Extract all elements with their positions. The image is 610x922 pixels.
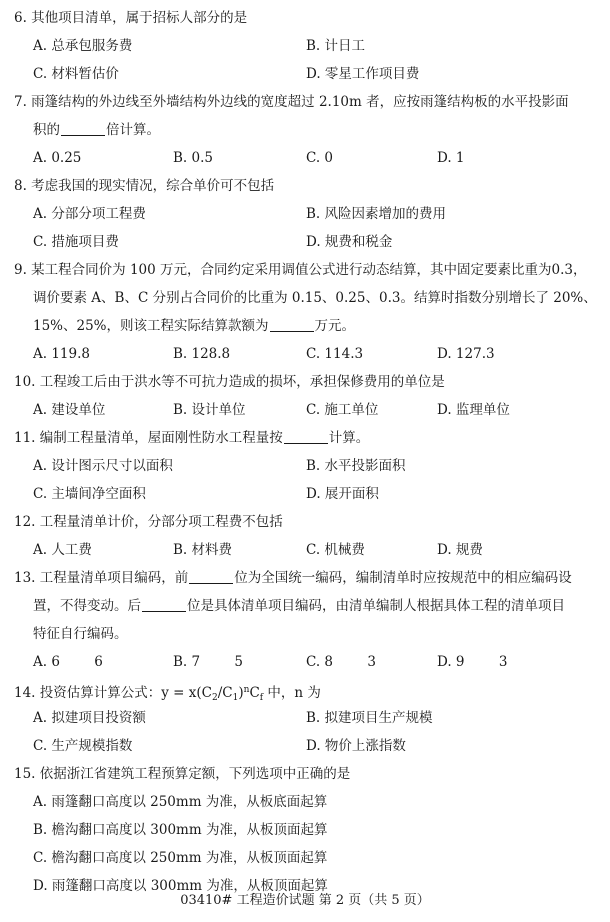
subscript-f: f bbox=[259, 693, 264, 703]
question-9-option-c: C. 114.3 bbox=[306, 346, 364, 362]
question-6-option-d: D. 零星工作项目费 bbox=[306, 66, 420, 82]
question-11-option-b: B. 水平投影面积 bbox=[306, 458, 406, 474]
question-8-option-c: C. 措施项目费 bbox=[33, 234, 119, 250]
question-11-stem bbox=[14, 429, 369, 447]
subscript-2: 2 bbox=[212, 693, 218, 703]
question-7-stem-line1: 7. 雨篷结构的外边线至外墙结构外边线的宽度超过 2.10m 者，应按雨篷结构板的水平投影面 bbox=[14, 94, 569, 110]
question-9-stem-part-b: 万元。 bbox=[314, 318, 356, 334]
question-7-option-a: A. 0.25 bbox=[33, 150, 82, 166]
answer-blank bbox=[61, 121, 105, 136]
question-15-option-b: B. 檐沟翻口高度以 300mm 为准，从板顶面起算 bbox=[33, 822, 328, 838]
question-9-option-a: A. 119.8 bbox=[33, 346, 90, 362]
question-13-stem-part-b: 位为全国统一编码，编制清单时应按规范中的相应编码设 bbox=[234, 570, 572, 586]
question-12-option-c: C. 机械费 bbox=[306, 542, 365, 558]
question-8-stem: 8. 考虑我国的现实情况，综合单价可不包括 bbox=[14, 178, 275, 194]
question-15-option-c: C. 檐沟翻口高度以 250mm 为准，从板顶面起算 bbox=[33, 850, 328, 866]
question-10-stem: 10. 工程竣工后由于洪水等不可抗力造成的损坏，承担保修费用的单位是 bbox=[14, 374, 445, 390]
question-6-option-a: A. 总承包服务费 bbox=[33, 38, 133, 54]
question-14-option-c: C. 生产规模指数 bbox=[33, 738, 133, 754]
question-13-stem-line1 bbox=[14, 569, 572, 587]
answer-blank bbox=[189, 569, 233, 584]
question-9-stem-line2: 调价要素 A、B、C 分别占合同价的比重为 0.15、0.25、0.3。结算时指数分别增长了 20%、 bbox=[33, 290, 597, 306]
question-10-option-a: A. 建设单位 bbox=[33, 402, 106, 418]
question-12-option-b: B. 材料费 bbox=[173, 542, 233, 558]
question-7-stem-part-b: 倍计算。 bbox=[106, 122, 160, 138]
question-7-stem-line2 bbox=[33, 121, 160, 139]
question-15-option-a: A. 雨篷翻口高度以 250mm 为准，从板底面起算 bbox=[33, 794, 328, 810]
question-13-option-c: C. 8 3 bbox=[306, 654, 376, 670]
question-9-option-b: B. 128.8 bbox=[173, 346, 231, 362]
question-13-option-b: B. 7 5 bbox=[173, 654, 244, 670]
question-9-stem-part-a: 15%、25%，则该工程实际结算款额为 bbox=[33, 318, 269, 334]
question-13-stem-part-d: 位是具体清单项目编码，由清单编制人根据具体工程的清单项目 bbox=[187, 598, 565, 614]
question-12-option-a: A. 人工费 bbox=[33, 542, 92, 558]
question-14-stem-part-d: C bbox=[249, 685, 260, 701]
question-13-stem-part-c: 置，不得变动。后 bbox=[33, 598, 141, 614]
question-13-stem-line2 bbox=[33, 597, 565, 615]
question-14-stem bbox=[14, 681, 321, 707]
question-11-option-a: A. 设计图示尺寸以面积 bbox=[33, 458, 173, 474]
question-10-option-d: D. 监理单位 bbox=[437, 402, 510, 418]
question-11-stem-part-b: 计算。 bbox=[328, 430, 370, 446]
question-9-stem-line3 bbox=[33, 317, 355, 335]
answer-blank bbox=[270, 317, 314, 332]
question-15-stem: 15. 依据浙江省建筑工程预算定额，下列选项中正确的是 bbox=[14, 766, 351, 782]
question-13-stem-line3: 特征自行编码。 bbox=[33, 626, 128, 642]
question-7-option-c: C. 0 bbox=[306, 150, 334, 166]
answer-blank bbox=[284, 429, 328, 444]
question-13-stem-part-a: 13. 工程量清单项目编码，前 bbox=[14, 570, 189, 586]
question-14-option-a: A. 拟建项目投资额 bbox=[33, 710, 146, 726]
subscript-1: 1 bbox=[232, 693, 239, 703]
question-12-stem: 12. 工程量清单计价，分部分项工程费不包括 bbox=[14, 514, 283, 530]
question-11-option-c: C. 主墙间净空面积 bbox=[33, 486, 146, 502]
question-14-option-d: D. 物价上涨指数 bbox=[306, 738, 406, 754]
question-8-option-a: A. 分部分项工程费 bbox=[33, 206, 146, 222]
question-8-option-d: D. 规费和税金 bbox=[306, 234, 393, 250]
question-10-option-b: B. 设计单位 bbox=[173, 402, 246, 418]
question-9-option-d: D. 127.3 bbox=[437, 346, 495, 362]
question-14-stem-part-e: 中，n 为 bbox=[263, 685, 321, 701]
question-13-option-d: D. 9 3 bbox=[437, 654, 508, 670]
question-11-option-d: D. 展开面积 bbox=[306, 486, 379, 502]
question-8-option-b: B. 风险因素增加的费用 bbox=[306, 206, 447, 222]
superscript-n: n bbox=[243, 685, 250, 695]
question-14-option-b: B. 拟建项目生产规模 bbox=[306, 710, 433, 726]
question-6-stem: 6. 其他项目清单，属于招标人部分的是 bbox=[14, 10, 248, 26]
question-6-option-b: B. 计日工 bbox=[306, 38, 366, 54]
question-7-stem-part-a: 积的 bbox=[33, 122, 60, 138]
question-7-option-b: B. 0.5 bbox=[173, 150, 213, 166]
question-7-option-d: D. 1 bbox=[437, 150, 465, 166]
question-9-stem-line1: 9. 某工程合同价为 100 万元，合同约定采用调值公式进行动态结算，其中固定要素比重为0.3， bbox=[14, 262, 587, 278]
question-13-option-a: A. 6 6 bbox=[33, 654, 103, 670]
question-6-option-c: C. 材料暂估价 bbox=[33, 66, 119, 82]
question-11-stem-part-a: 11. 编制工程量清单，屋面刚性防水工程量按 bbox=[14, 430, 283, 446]
question-12-option-d: D. 规费 bbox=[437, 542, 483, 558]
question-14-stem-part-c: ) bbox=[238, 685, 244, 701]
question-14-stem-part-b: /C bbox=[217, 685, 233, 701]
page-footer: 03410# 工程造价试题 第 2 页（共 5 页） bbox=[180, 893, 430, 908]
question-15-option-d: D. 雨篷翻口高度以 300mm 为准，从板顶面起算 bbox=[33, 878, 328, 894]
question-14-stem-part-a: 14. 投资估算计算公式：y = x(C bbox=[14, 685, 212, 701]
question-10-option-c: C. 施工单位 bbox=[306, 402, 379, 418]
answer-blank bbox=[142, 597, 186, 612]
